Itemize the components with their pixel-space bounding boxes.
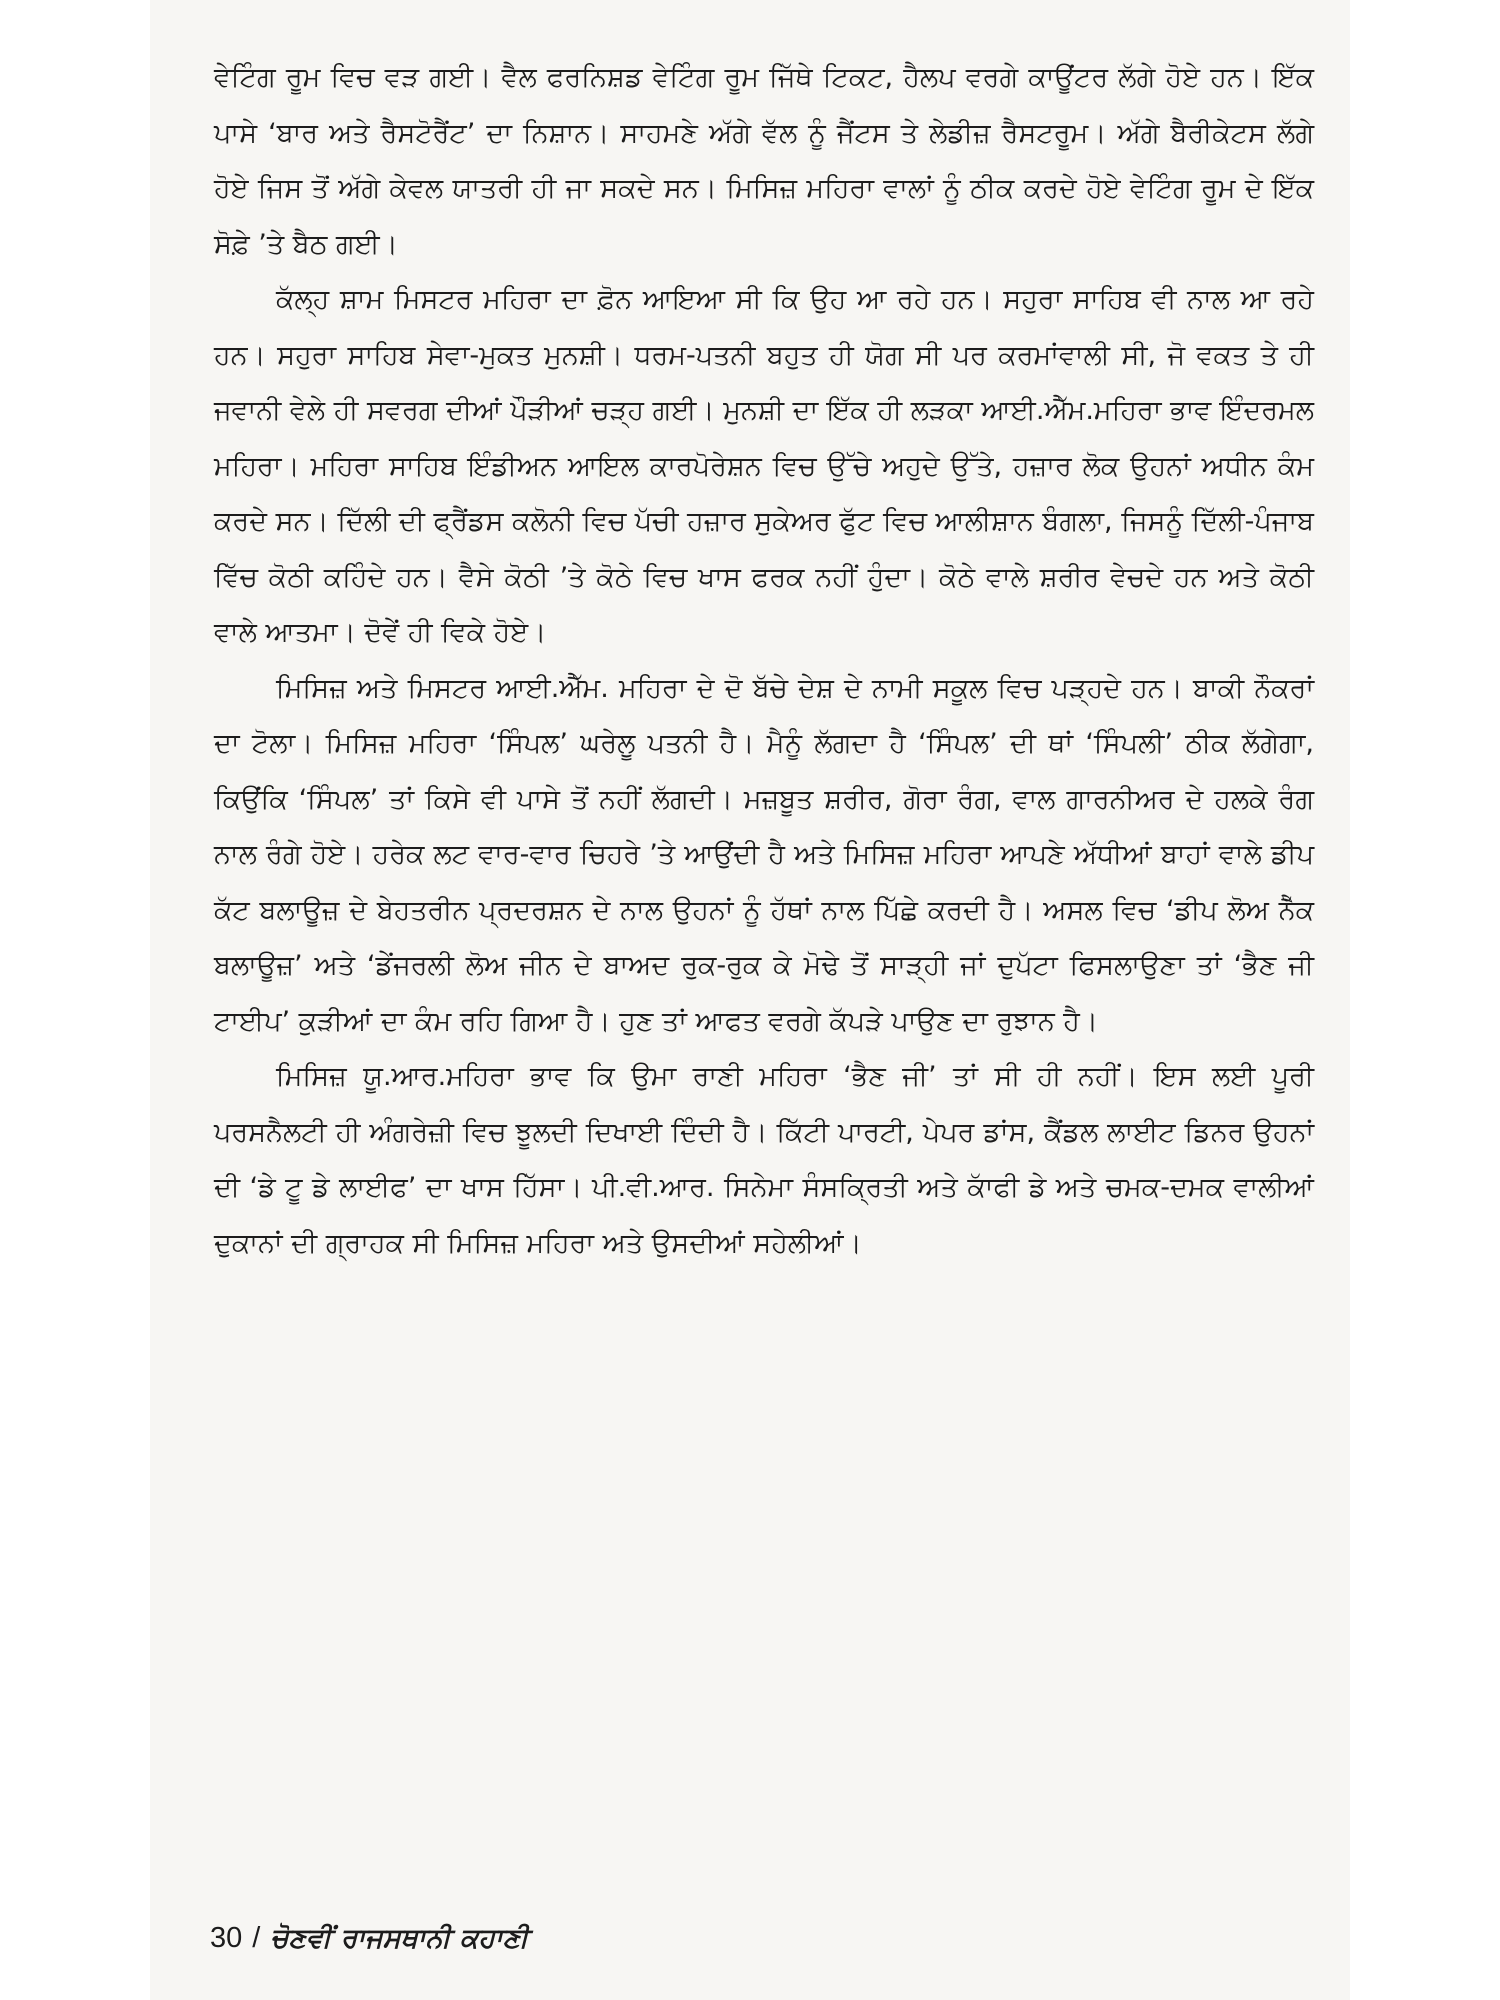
- book-title: ਚੋਣਵੀਂ ਰਾਜਸਥਾਨੀ ਕਹਾਣੀ: [270, 1923, 529, 1954]
- page-number: 30: [210, 1922, 243, 1954]
- paragraph-2: ਕੱਲ੍ਹ ਸ਼ਾਮ ਮਿਸਟਰ ਮਹਿਰਾ ਦਾ ਫ਼ੋਨ ਆਇਆ ਸੀ ਕਿ ਉਹ ਆ ਰਹੇ ਹਨ। ਸਹੁਰਾ ਸਾਹਿਬ ਵੀ ਨਾਲ ਆ ਰਹੇ ਹਨ। ਸਹੁਰਾ ਸਾਹਿਬ ਸੇਵਾ-ਮੁਕਤ ਮੁਨਸ਼ੀ। ਧਰਮ-ਪਤਨੀ ਬਹੁਤ ਹੀ ਯੋਗ ਸੀ ਪਰ ਕਰਮਾਂਵਾਲੀ ਸੀ, ਜੋ ਵਕਤ ਤੇ ਹੀ ਜਵਾਨੀ ਵੇਲੇ ਹੀ ਸਵਰਗ ਦੀਆਂ ਪੌੜੀਆਂ ਚੜ੍ਹ ਗਈ। ਮੁਨਸ਼ੀ ਦਾ ਇੱਕ ਹੀ ਲੜਕਾ ਆਈ.ਐੱਮ.ਮਹਿਰਾ ਭਾਵ ਇੰਦਰਮਲ ਮਹਿਰਾ। ਮਹਿਰਾ ਸਾਹਿਬ ਇੰਡੀਅਨ ਆਇਲ ਕਾਰਪੋਰੇਸ਼ਨ ਵਿਚ ਉੱਚੇ ਅਹੁਦੇ ਉੱਤੇ, ਹਜ਼ਾਰ ਲੋਕ ਉਹਨਾਂ ਅਧੀਨ ਕੰਮ ਕਰਦੇ ਸਨ। ਦਿੱਲੀ ਦੀ ਫ੍ਰੈਂਡਸ ਕਲੋਨੀ ਵਿਚ ਪੱਚੀ ਹਜ਼ਾਰ ਸੁਕੇਅਰ ਫੁੱਟ ਵਿਚ ਆਲੀਸ਼ਾਨ ਬੰਗਲਾ, ਜਿਸਨੂੰ ਦਿੱਲੀ-ਪੰਜਾਬ ਵਿੱਚ ਕੋਠੀ ਕਹਿੰਦੇ ਹਨ। ਵੈਸੇ ਕੋਠੀ ’ਤੇ ਕੋਠੇ ਵਿਚ ਖਾਸ ਫਰਕ ਨਹੀਂ ਹੁੰਦਾ। ਕੋਠੇ ਵਾਲੇ ਸ਼ਰੀਰ ਵੇਚਦੇ ਹਨ ਅਤੇ ਕੋਠੀ ਵਾਲੇ ਆਤਮਾ। ਦੋਵੇਂ ਹੀ ਵਿਕੇ ਹੋਏ।: [214, 284, 1314, 648]
- footer-separator: /: [252, 1922, 261, 1954]
- body-text: [214, 50, 1314, 1271]
- paragraph-4: ਮਿਸਿਜ਼ ਯੂ.ਆਰ.ਮਹਿਰਾ ਭਾਵ ਕਿ ਉਮਾ ਰਾਣੀ ਮਹਿਰਾ ‘ਭੈਣ ਜੀ’ ਤਾਂ ਸੀ ਹੀ ਨਹੀਂ। ਇਸ ਲਈ ਪੂਰੀ ਪਰਸਨੈਲਟੀ ਹੀ ਅੰਗਰੇਜ਼ੀ ਵਿਚ ਝੂਲਦੀ ਦਿਖਾਈ ਦਿੰਦੀ ਹੈ। ਕਿੱਟੀ ਪਾਰਟੀ, ਪੇਪਰ ਡਾਂਸ, ਕੈਂਡਲ ਲਾਈਟ ਡਿਨਰ ਉਹਨਾਂ ਦੀ ‘ਡੇ ਟੂ ਡੇ ਲਾਈਫ’ ਦਾ ਖਾਸ ਹਿੱਸਾ। ਪੀ.ਵੀ.ਆਰ. ਸਿਨੇਮਾ ਸੰਸਕ੍ਰਿਤੀ ਅਤੇ ਕਾੱਫੀ ਡੇ ਅਤੇ ਚਮਕ-ਦਮਕ ਵਾਲੀਆਂ ਦੁਕਾਨਾਂ ਦੀ ਗ੍ਰਾਹਕ ਸੀ ਮਿਸਿਜ਼ ਮਹਿਰਾ ਅਤੇ ਉਸਦੀਆਂ ਸਹੇਲੀਆਂ।: [214, 1061, 1314, 1259]
- paragraph-1: ਵੇਟਿੰਗ ਰੂਮ ਵਿਚ ਵੜ ਗਈ। ਵੈਲ ਫਰਨਿਸ਼ਡ ਵੇਟਿੰਗ ਰੂਮ ਜਿੱਥੇ ਟਿਕਟ, ਹੈਲਪ ਵਰਗੇ ਕਾਊਂਟਰ ਲੱਗੇ ਹੋਏ ਹਨ। ਇੱਕ ਪਾਸੇ ‘ਬਾਰ ਅਤੇ ਰੈਸਟੋਰੈਂਟ’ ਦਾ ਨਿਸ਼ਾਨ। ਸਾਹਮਣੇ ਅੱਗੇ ਵੱਲ ਨੂੰ ਜੈਂਟਸ ਤੇ ਲੇਡੀਜ਼ ਰੈਸਟਰੂਮ। ਅੱਗੇ ਬੈਰੀਕੇਟਸ ਲੱਗੇ ਹੋਏ ਜਿਸ ਤੋਂ ਅੱਗੇ ਕੇਵਲ ਯਾਤਰੀ ਹੀ ਜਾ ਸਕਦੇ ਸਨ। ਮਿਸਿਜ਼ ਮਹਿਰਾ ਵਾਲਾਂ ਨੂੰ ਠੀਕ ਕਰਦੇ ਹੋਏ ਵੇਟਿੰਗ ਰੂਮ ਦੇ ਇੱਕ ਸੋਫ਼ੇ ’ਤੇ ਬੈਠ ਗਈ।: [214, 62, 1314, 260]
- book-page: [150, 0, 1350, 2000]
- page-footer: [210, 1922, 528, 1955]
- paragraph-3: ਮਿਸਿਜ਼ ਅਤੇ ਮਿਸਟਰ ਆਈ.ਐੱਮ. ਮਹਿਰਾ ਦੇ ਦੋ ਬੱਚੇ ਦੇਸ਼ ਦੇ ਨਾਮੀ ਸਕੂਲ ਵਿਚ ਪੜ੍ਹਦੇ ਹਨ। ਬਾਕੀ ਨੌਕਰਾਂ ਦਾ ਟੋਲਾ। ਮਿਸਿਜ਼ ਮਹਿਰਾ ‘ਸਿੰਪਲ’ ਘਰੇਲੂ ਪਤਨੀ ਹੈ। ਮੈਨੂੰ ਲੱਗਦਾ ਹੈ ‘ਸਿੰਪਲ’ ਦੀ ਥਾਂ ‘ਸਿੰਪਲੀ’ ਠੀਕ ਲੱਗੇਗਾ, ਕਿਉਂਕਿ ‘ਸਿੰਪਲ’ ਤਾਂ ਕਿਸੇ ਵੀ ਪਾਸੇ ਤੋਂ ਨਹੀਂ ਲੱਗਦੀ। ਮਜ਼ਬੂਤ ਸ਼ਰੀਰ, ਗੋਰਾ ਰੰਗ, ਵਾਲ ਗਾਰਨੀਅਰ ਦੇ ਹਲਕੇ ਰੰਗ ਨਾਲ ਰੰਗੇ ਹੋਏ। ਹਰੇਕ ਲਟ ਵਾਰ-ਵਾਰ ਚਿਹਰੇ ’ਤੇ ਆਉਂਦੀ ਹੈ ਅਤੇ ਮਿਸਿਜ਼ ਮਹਿਰਾ ਆਪਣੇ ਅੱਧੀਆਂ ਬਾਹਾਂ ਵਾਲੇ ਡੀਪ ਕੱਟ ਬਲਾਊਜ਼ ਦੇ ਬੇਹਤਰੀਨ ਪ੍ਰਦਰਸ਼ਨ ਦੇ ਨਾਲ ਉਹਨਾਂ ਨੂੰ ਹੱਥਾਂ ਨਾਲ ਪਿੱਛੇ ਕਰਦੀ ਹੈ। ਅਸਲ ਵਿਚ ‘ਡੀਪ ਲੋਅ ਨੈੱਕ ਬਲਾਊਜ਼’ ਅਤੇ ‘ਡੇਂਜਰਲੀ ਲੋਅ ਜੀਨ ਦੇ ਬਾਅਦ ਰੁਕ-ਰੁਕ ਕੇ ਮੋਢੇ ਤੋਂ ਸਾੜ੍ਹੀ ਜਾਂ ਦੁਪੱਟਾ ਫਿਸਲਾਉਣਾ ਤਾਂ ‘ਭੈਣ ਜੀ ਟਾਈਪ’ ਕੁੜੀਆਂ ਦਾ ਕੰਮ ਰਹਿ ਗਿਆ ਹੈ। ਹੁਣ ਤਾਂ ਆਫਤ ਵਰਗੇ ਕੱਪੜੇ ਪਾਉਣ ਦਾ ਰੁਝਾਨ ਹੈ।: [214, 672, 1314, 1037]
